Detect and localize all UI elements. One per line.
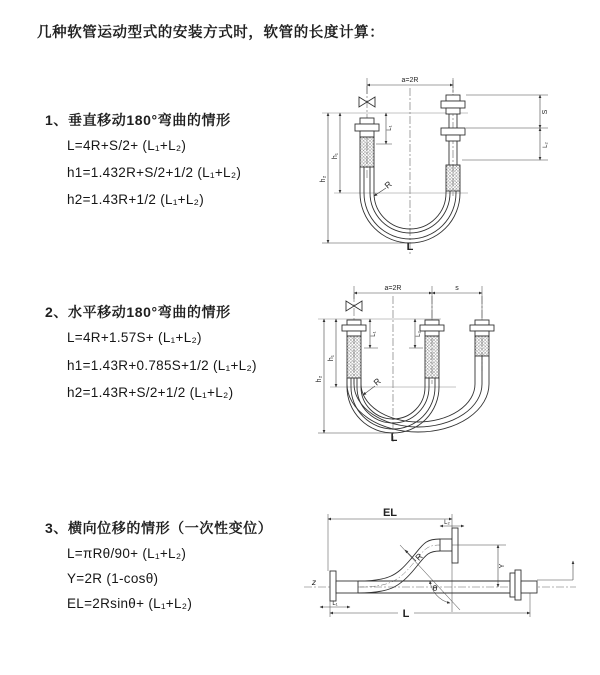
dimension-lines [322,78,548,243]
hose-s-curve [358,539,440,593]
formula-line: EL=2Rsinθ+ (L₁+L₂) [67,596,193,611]
right-flange-assembly [470,320,494,356]
formula-line: h2=1.43R+S/2+1/2 (L₁+L₂) [67,385,234,400]
formula-line: h1=1.43R+0.785S+1/2 (L₁+L₂) [67,358,257,373]
centerlines [354,294,482,442]
length-label: L [406,241,414,253]
left-flange-assembly [355,118,379,167]
formula-line: L=4R+1.57S+ (L₁+L₂) [67,330,202,345]
dim-label-s: S [542,109,549,115]
middle-flange-assembly [420,320,444,378]
angle-construction [400,545,460,612]
dimension-lines [320,514,573,617]
formula-line: L=πRθ/90+ (L₁+L₂) [67,546,187,561]
radius-label: R [382,178,394,191]
formula-line: Y=2R (1-cosθ) [67,571,159,586]
centerlines [367,80,453,256]
diagram-vertical-bend [306,64,576,264]
left-flange [330,571,358,601]
upper-right-flange [440,528,458,563]
dim-label-l2: L₂ [416,331,422,337]
dim-label-h2: h₂ [320,175,327,183]
dim-label-l1: L₁ [387,125,393,131]
section-1-heading: 1、垂直移动180°弯曲的情形 [45,112,231,128]
dim-label-h1: h₁ [332,152,339,160]
radius-label: R [413,551,425,563]
length-label: L [390,432,398,444]
dim-label-a2r: a=2R [401,77,419,84]
dim-label-l1: L₁ [332,601,338,607]
centerline-break-mark: z [311,577,317,587]
section-2-heading: 2、水平移动180°弯曲的情形 [45,304,231,320]
radius-label: R [371,375,383,388]
dim-label-l1: L₁ [371,331,377,337]
dim-label-y: Y [499,563,506,569]
dim-label-h1: h₁ [328,354,335,362]
angle-label: θ [432,583,438,593]
formula-line: h2=1.43R+1/2 (L₁+L₂) [67,192,205,207]
section-3-heading: 3、横向位移的情形（一次性变位） [45,520,273,536]
dim-label-l2: L₂ [444,520,450,526]
dim-label-a2r: a=2R [384,285,402,292]
dim-label-h2: h₂ [316,375,323,383]
dim-label-el: EL [382,507,398,519]
lower-right-flange [510,570,537,600]
diagram-lateral-displacement [294,488,594,663]
diagram-horizontal-bend [306,276,591,446]
length-label: L [402,608,410,620]
formula-line: L=4R+S/2+ (L₁+L₂) [67,138,187,153]
left-flange-assembly [342,320,366,378]
page-title: 几种软管运动型式的安装方式时，软管的长度计算： [37,25,385,41]
formula-line: h1=1.432R+S/2+1/2 (L₁+L₂) [67,165,242,180]
dim-label-l2: L₂ [543,142,549,148]
dim-label-s: s [455,285,459,292]
